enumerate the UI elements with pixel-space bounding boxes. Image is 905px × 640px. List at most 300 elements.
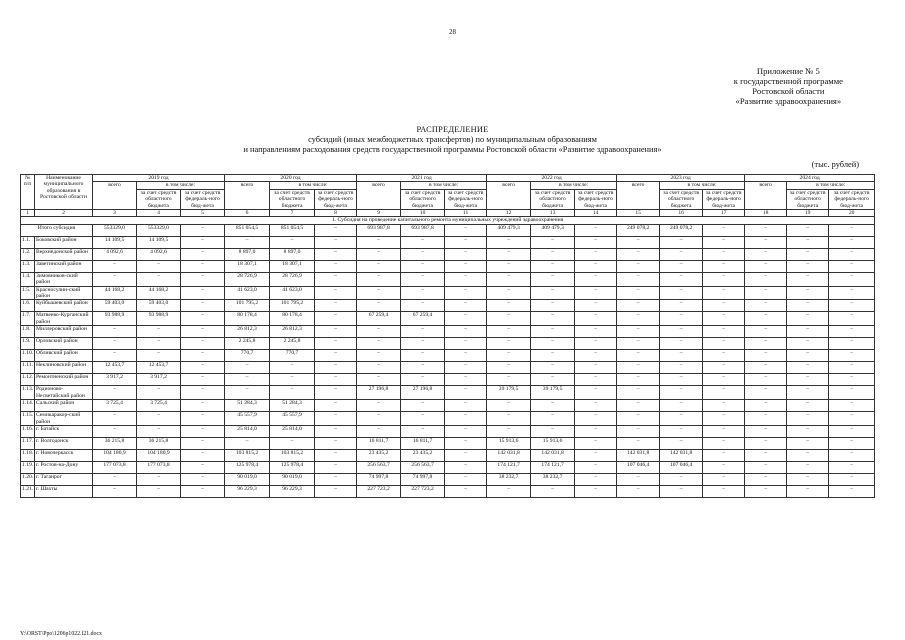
header-year-2: 2021 год <box>357 175 487 182</box>
appendix-line-3: Ростовской области <box>752 86 825 96</box>
cell-value: – <box>703 485 745 497</box>
cell-value: – <box>575 350 617 362</box>
cell-value: 249 078,2 <box>660 224 703 236</box>
cell-value: – <box>315 461 357 473</box>
cell-value: – <box>225 236 270 248</box>
header-regional-3: за счет средств областного бюджета <box>531 189 575 209</box>
table-row <box>21 300 875 312</box>
header-total-0: всего <box>93 182 137 210</box>
cell-value: – <box>531 485 575 497</box>
cell-value: – <box>181 338 225 350</box>
cell-value: 14 109,5 <box>137 236 181 248</box>
cell-value: – <box>445 260 487 272</box>
table-row <box>21 272 875 286</box>
row-number: 1.15. <box>21 412 35 426</box>
cell-value: – <box>745 312 787 326</box>
cell-value: 93 988,9 <box>93 312 137 326</box>
row-name: г. Шахты <box>35 485 93 497</box>
cell-value: – <box>703 338 745 350</box>
cell-value: – <box>829 236 875 248</box>
cell-value: – <box>445 312 487 326</box>
cell-value: – <box>531 286 575 300</box>
row-name: Неклиновский район <box>35 362 93 374</box>
cell-value: 80 178,4 <box>225 312 270 326</box>
cell-value: – <box>181 260 225 272</box>
cell-value: 23 435,2 <box>401 449 445 461</box>
cell-value: 41 623,0 <box>225 286 270 300</box>
header-federal-3: за счет средств федераль-ного бюд-жета <box>575 189 617 209</box>
cell-value: 36 215,8 <box>93 437 137 449</box>
cell-value: – <box>617 248 660 260</box>
cell-value: – <box>745 224 787 236</box>
cell-value: – <box>315 286 357 300</box>
cell-value: – <box>401 286 445 300</box>
cell-value: – <box>137 473 181 485</box>
table-row <box>21 312 875 326</box>
cell-value: – <box>487 248 531 260</box>
table-row <box>21 386 875 400</box>
appendix-line-1: Приложение № 5 <box>756 66 820 76</box>
cell-value: – <box>137 326 181 338</box>
cell-value: – <box>787 386 829 400</box>
cell-value: – <box>487 374 531 386</box>
cell-value: – <box>315 236 357 248</box>
cell-value: – <box>745 260 787 272</box>
appendix-block <box>734 66 843 106</box>
row-number: 1.17. <box>21 437 35 449</box>
cell-value: – <box>445 400 487 412</box>
cell-value: – <box>487 236 531 248</box>
header-regional-4: за счет средств областного бюджета <box>660 189 703 209</box>
cell-value: – <box>787 286 829 300</box>
cell-value: – <box>787 412 829 426</box>
col-number-14: 14 <box>575 210 617 217</box>
cell-value: 93 988,9 <box>137 312 181 326</box>
cell-value: 15 913,6 <box>487 437 531 449</box>
cell-value: 96 229,3 <box>270 485 315 497</box>
cell-value: – <box>93 326 137 338</box>
cell-value: – <box>829 461 875 473</box>
cell-value: – <box>745 286 787 300</box>
cell-value: – <box>575 312 617 326</box>
cell-value: 4 092,6 <box>93 248 137 260</box>
col-number-6: 6 <box>225 210 270 217</box>
document-title: РАСПРЕДЕЛЕНИЕ <box>416 125 489 134</box>
row-number: 1.12. <box>21 374 35 386</box>
cell-value: – <box>357 326 401 338</box>
cell-value: – <box>487 485 531 497</box>
cell-value: – <box>487 400 531 412</box>
cell-value: – <box>703 374 745 386</box>
table-row <box>21 437 875 449</box>
cell-value: 25 814,0 <box>225 425 270 437</box>
col-number-10: 10 <box>401 210 445 217</box>
cell-value: 36 215,8 <box>137 437 181 449</box>
cell-value: – <box>531 300 575 312</box>
cell-value: 142 031,8 <box>487 449 531 461</box>
cell-value: – <box>660 400 703 412</box>
cell-value: – <box>357 400 401 412</box>
cell-value: – <box>93 338 137 350</box>
cell-value: – <box>93 412 137 426</box>
cell-value: – <box>445 248 487 260</box>
cell-value: – <box>829 224 875 236</box>
cell-value: – <box>531 374 575 386</box>
cell-value: – <box>137 386 181 400</box>
cell-value: – <box>357 350 401 362</box>
header-total-1: всего <box>225 182 270 210</box>
col-number-1: 1 <box>21 210 35 217</box>
row-number: 1.10. <box>21 350 35 362</box>
cell-value: – <box>829 312 875 326</box>
table-row <box>21 362 875 374</box>
cell-value: 59 403,0 <box>93 300 137 312</box>
cell-value: 39 179,5 <box>531 386 575 400</box>
cell-value: 553329,0 <box>137 224 181 236</box>
cell-value: 2 245,8 <box>225 338 270 350</box>
page-number: 28 <box>449 28 456 36</box>
cell-value: – <box>93 272 137 286</box>
cell-value: – <box>745 350 787 362</box>
cell-value: – <box>787 326 829 338</box>
cell-value: – <box>270 386 315 400</box>
cell-value: – <box>660 437 703 449</box>
header-year-4: 2023 год <box>617 175 745 182</box>
row-number: 1.3. <box>21 260 35 272</box>
cell-value: – <box>745 362 787 374</box>
cell-value: – <box>445 272 487 286</box>
col-number-4: 4 <box>137 210 181 217</box>
col-number-7: 7 <box>270 210 315 217</box>
cell-value: – <box>617 236 660 248</box>
cell-value: 770,7 <box>270 350 315 362</box>
table-row <box>21 286 875 300</box>
cell-value: – <box>181 350 225 362</box>
row-number: 1.1. <box>21 236 35 248</box>
cell-value: – <box>137 350 181 362</box>
cell-value: 27 196,8 <box>357 386 401 400</box>
cell-value: – <box>181 473 225 485</box>
cell-value: 12 453,7 <box>93 362 137 374</box>
cell-value: 41 623,0 <box>270 286 315 300</box>
cell-value: – <box>181 386 225 400</box>
cell-value: – <box>660 312 703 326</box>
cell-value: – <box>829 260 875 272</box>
cell-value: 3 917,2 <box>137 374 181 386</box>
cell-value: 74 997,8 <box>401 473 445 485</box>
cell-value: – <box>93 485 137 497</box>
cell-value: – <box>575 437 617 449</box>
cell-value: – <box>531 326 575 338</box>
cell-value: – <box>745 461 787 473</box>
cell-value: – <box>829 248 875 260</box>
cell-value: 142 031,8 <box>660 449 703 461</box>
cell-value: – <box>181 412 225 426</box>
cell-value: – <box>487 286 531 300</box>
row-name: Орловский район <box>35 338 93 350</box>
cell-value: 553329,0 <box>93 224 137 236</box>
cell-value: – <box>445 326 487 338</box>
cell-value: 3 725,4 <box>137 400 181 412</box>
cell-value: – <box>660 300 703 312</box>
cell-value: 104 180,9 <box>93 449 137 461</box>
cell-value: – <box>487 272 531 286</box>
row-name: Сальский район <box>35 400 93 412</box>
section-title: 1. Субсидия на проведение капитального ремонта муниципальных учреждений здравоохранения <box>21 217 875 224</box>
cell-value: – <box>787 374 829 386</box>
cell-value: – <box>617 485 660 497</box>
cell-value: – <box>617 272 660 286</box>
cell-value: – <box>617 425 660 437</box>
table-row <box>21 425 875 437</box>
header-regional-0: за счет средств областного бюджета <box>137 189 181 209</box>
col-number-13: 13 <box>531 210 575 217</box>
cell-value: – <box>703 449 745 461</box>
cell-value: 409 479,3 <box>531 224 575 236</box>
cell-value: – <box>787 485 829 497</box>
cell-value: 142 031,8 <box>531 449 575 461</box>
cell-value: – <box>445 224 487 236</box>
cell-value: – <box>787 312 829 326</box>
header-regional-2: за счет средств областного бюджета <box>401 189 445 209</box>
header-num: № п/п <box>21 175 35 210</box>
cell-value: – <box>357 236 401 248</box>
cell-value: – <box>531 260 575 272</box>
cell-value: – <box>617 386 660 400</box>
cell-value: – <box>703 236 745 248</box>
cell-value: 249 078,2 <box>617 224 660 236</box>
cell-value: 18 307,1 <box>270 260 315 272</box>
cell-value: – <box>487 338 531 350</box>
col-number-2: 2 <box>35 210 93 217</box>
header-total-3: всего <box>487 182 531 210</box>
cell-value: – <box>703 350 745 362</box>
cell-value: 44 168,2 <box>93 286 137 300</box>
document-titles <box>0 125 905 155</box>
cell-value: – <box>315 260 357 272</box>
header-row-sub <box>21 182 875 189</box>
cell-value: 101 795,2 <box>270 300 315 312</box>
cell-value: – <box>829 326 875 338</box>
cell-value: – <box>617 260 660 272</box>
cell-value: – <box>660 485 703 497</box>
cell-value: – <box>703 272 745 286</box>
cell-value: – <box>575 449 617 461</box>
cell-value: – <box>181 300 225 312</box>
table-row <box>21 449 875 461</box>
cell-value: – <box>487 350 531 362</box>
cell-value: – <box>531 350 575 362</box>
cell-value: – <box>357 286 401 300</box>
row-name: Итого субсидия <box>21 224 93 236</box>
cell-value: – <box>660 412 703 426</box>
table-row <box>21 350 875 362</box>
cell-value: – <box>401 374 445 386</box>
cell-value: – <box>703 473 745 485</box>
cell-value: – <box>617 400 660 412</box>
col-number-11: 11 <box>445 210 487 217</box>
cell-value: – <box>703 286 745 300</box>
row-number: 1.13. <box>21 386 35 400</box>
cell-value: – <box>617 412 660 426</box>
table-row <box>21 485 875 497</box>
cell-value: – <box>445 425 487 437</box>
cell-value: 256 563,7 <box>357 461 401 473</box>
col-number-18: 18 <box>745 210 787 217</box>
document-subtitle-2: и направлениям расходования средств государственной программы Ростовской области «Развитие здравоохранения» <box>243 145 662 154</box>
header-row-colnums <box>21 210 875 217</box>
cell-value: 74 997,8 <box>357 473 401 485</box>
cell-value: 2 245,8 <box>270 338 315 350</box>
cell-value: 103 815,2 <box>270 449 315 461</box>
cell-value: – <box>703 461 745 473</box>
cell-value: – <box>660 374 703 386</box>
col-number-3: 3 <box>93 210 137 217</box>
cell-value: – <box>829 386 875 400</box>
row-number: 1.7. <box>21 312 35 326</box>
cell-value: – <box>745 374 787 386</box>
cell-value: – <box>617 437 660 449</box>
cell-value: – <box>531 400 575 412</box>
cell-value: – <box>787 461 829 473</box>
cell-value: – <box>617 473 660 485</box>
cell-value: – <box>660 338 703 350</box>
cell-value: – <box>787 248 829 260</box>
cell-value: – <box>745 473 787 485</box>
cell-value: – <box>315 338 357 350</box>
cell-value: 12 453,7 <box>137 362 181 374</box>
cell-value: – <box>315 312 357 326</box>
cell-value: – <box>181 400 225 412</box>
header-federal-1: за счет средств федераль-ного бюд-жета <box>315 189 357 209</box>
cell-value: – <box>401 272 445 286</box>
cell-value: – <box>531 412 575 426</box>
cell-value: – <box>660 473 703 485</box>
cell-value: – <box>93 425 137 437</box>
row-name: Зимовников-ский район <box>35 272 93 286</box>
cell-value: – <box>745 400 787 412</box>
cell-value: – <box>787 437 829 449</box>
row-name: Ремонтненский район <box>35 374 93 386</box>
cell-value: 18 307,1 <box>225 260 270 272</box>
cell-value: – <box>745 425 787 437</box>
cell-value: – <box>829 374 875 386</box>
cell-value: 256 563,7 <box>401 461 445 473</box>
cell-value: – <box>487 326 531 338</box>
cell-value: – <box>575 236 617 248</box>
row-number: 1.19. <box>21 461 35 473</box>
cell-value: – <box>787 400 829 412</box>
cell-value: – <box>93 350 137 362</box>
cell-value: – <box>315 386 357 400</box>
table-row <box>21 412 875 426</box>
cell-value: – <box>445 374 487 386</box>
cell-value: – <box>575 272 617 286</box>
cell-value: – <box>703 412 745 426</box>
cell-value: – <box>745 412 787 426</box>
cell-value: – <box>745 248 787 260</box>
row-number: 1.20. <box>21 473 35 485</box>
cell-value: – <box>745 338 787 350</box>
cell-value: – <box>445 461 487 473</box>
header-year-3: 2022 год <box>487 175 617 182</box>
cell-value: 25 814,0 <box>270 425 315 437</box>
cell-value: – <box>829 300 875 312</box>
appendix-line-2: к государственной программе <box>733 76 843 86</box>
cell-value: – <box>181 449 225 461</box>
header-federal-5: за счет средств федераль-ного бюд-жета <box>829 189 875 209</box>
cell-value: 59 403,0 <box>137 300 181 312</box>
cell-value: – <box>181 224 225 236</box>
cell-value: – <box>829 425 875 437</box>
col-number-19: 19 <box>787 210 829 217</box>
header-year-1: 2020 год <box>225 175 357 182</box>
cell-value: – <box>401 300 445 312</box>
row-number: 1.18. <box>21 449 35 461</box>
cell-value: – <box>357 412 401 426</box>
cell-value: – <box>357 272 401 286</box>
cell-value: – <box>225 437 270 449</box>
cell-value: – <box>617 326 660 338</box>
cell-value: 125 978,4 <box>270 461 315 473</box>
cell-value: 851 054,5 <box>225 224 270 236</box>
cell-value: 125 978,4 <box>225 461 270 473</box>
cell-value: – <box>357 374 401 386</box>
cell-value: – <box>315 362 357 374</box>
cell-value: – <box>270 374 315 386</box>
cell-value: – <box>225 362 270 374</box>
table-row <box>21 326 875 338</box>
cell-value: – <box>315 350 357 362</box>
cell-value: – <box>617 362 660 374</box>
row-number: 1.5. <box>21 286 35 300</box>
row-name: Миллеровский район <box>35 326 93 338</box>
cell-value: – <box>617 338 660 350</box>
row-name: г. Волгодонск <box>35 437 93 449</box>
cell-value: 103 815,2 <box>225 449 270 461</box>
cell-value: – <box>181 374 225 386</box>
cell-value: – <box>445 412 487 426</box>
cell-value: – <box>181 312 225 326</box>
row-name: Куйбышевский район <box>35 300 93 312</box>
cell-value: – <box>270 437 315 449</box>
cell-value: 90 019,0 <box>270 473 315 485</box>
cell-value: – <box>531 272 575 286</box>
row-name: Родионово-Несветайский район <box>35 386 93 400</box>
cell-value: – <box>745 326 787 338</box>
cell-value: – <box>703 260 745 272</box>
cell-value: – <box>745 437 787 449</box>
cell-value: – <box>703 362 745 374</box>
row-name: Обливский район <box>35 350 93 362</box>
cell-value: 174 121,7 <box>487 461 531 473</box>
cell-value: – <box>575 362 617 374</box>
cell-value: – <box>270 362 315 374</box>
cell-value: – <box>703 300 745 312</box>
cell-value: – <box>181 425 225 437</box>
section-row <box>21 217 875 224</box>
cell-value: – <box>401 260 445 272</box>
cell-value: – <box>357 338 401 350</box>
table-row <box>21 461 875 473</box>
cell-value: – <box>703 326 745 338</box>
cell-value: – <box>703 437 745 449</box>
cell-value: 16 811,7 <box>357 437 401 449</box>
cell-value: 38 232,7 <box>531 473 575 485</box>
row-number: 1.9. <box>21 338 35 350</box>
cell-value: – <box>787 338 829 350</box>
cell-value: 90 019,0 <box>225 473 270 485</box>
